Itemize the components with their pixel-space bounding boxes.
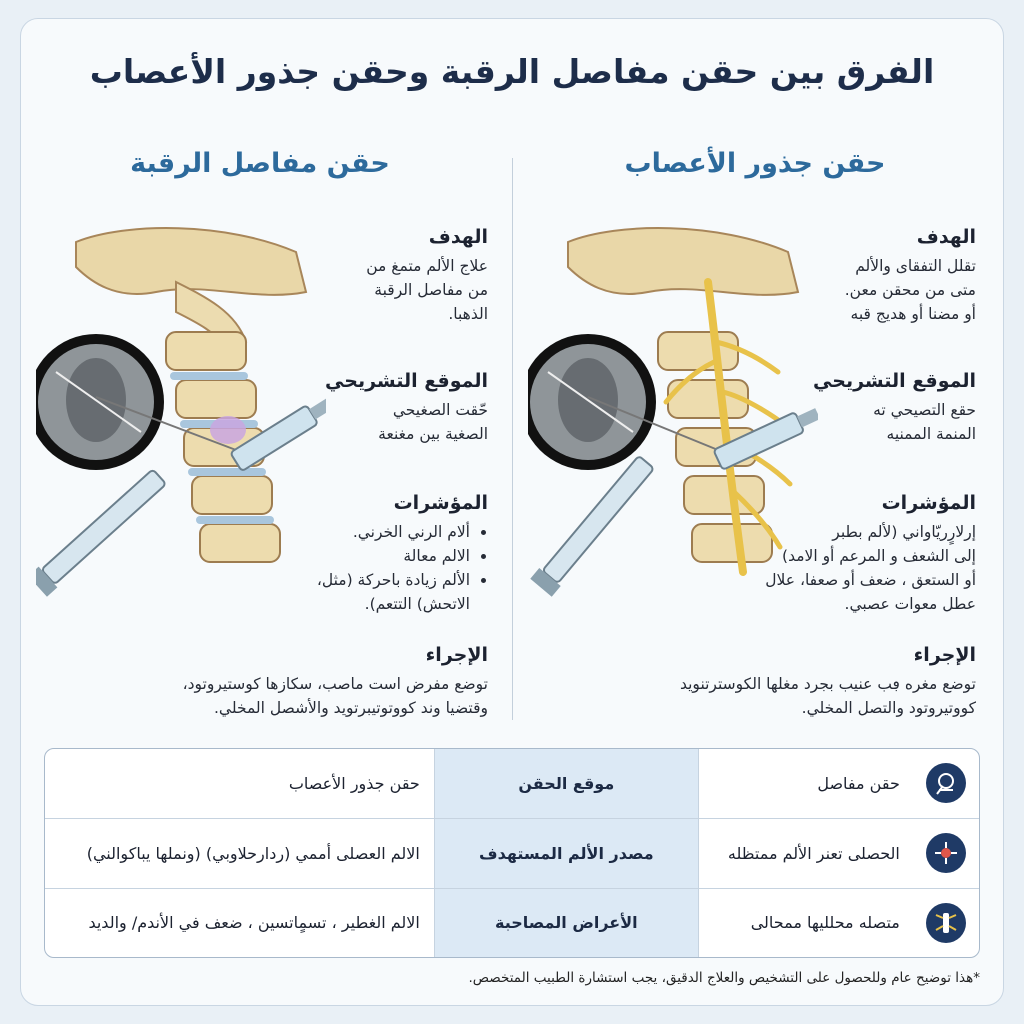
left-procedure-heading: الإجراء: [425, 644, 488, 666]
left-goal-line: الذهبا.: [448, 305, 488, 324]
row-label: موقع الحقن: [434, 749, 699, 819]
table-row: [45, 889, 979, 957]
right-site-section: [780, 370, 976, 446]
left-column-heading: حقن مفاصل الرقبة: [130, 148, 390, 179]
right-indications-line: إلى الشعف و المرعم أو الامد): [782, 547, 976, 566]
disclaimer-footnote: *هذا توضيح عام وللحصول على التشخيص والعلاج الدقيق، يجب استشارة الطبيب المتخصص.: [468, 970, 980, 986]
joint-cell: حقن مفاصل: [699, 749, 914, 819]
fluoroscopy-inset: [528, 334, 656, 470]
right-site-heading: الموقع التشريحي: [813, 370, 976, 392]
right-procedure-line: توضع مغره ڢب عنيب بجرد مغلها الكوسترتنويد: [679, 675, 976, 693]
right-goal-heading: الهدف: [916, 226, 976, 248]
left-indications-heading: المؤشرات: [393, 492, 488, 514]
comparison-table: [44, 748, 980, 958]
left-indications-section: [300, 492, 488, 616]
right-procedure-heading: الإجراء: [913, 644, 976, 666]
joint-cell: متصله محلليها ممحالى: [750, 913, 900, 933]
left-procedure-line: توضع مفرض است ماصب، سكازها كوستيروتود،: [182, 675, 488, 693]
left-site-line: الصغية بين مغنعة: [378, 425, 488, 444]
right-column-heading: حقن جذور الأعصاب: [624, 148, 886, 179]
left-indication-item: • الالم معالة: [300, 544, 470, 568]
right-goal-section: [780, 226, 976, 326]
nerve-target-icon: [926, 833, 966, 873]
right-procedure-line: كووتيروتود والتصل المخلي.: [801, 699, 976, 718]
joint-cell: الحصلى تعنر الألم ممتظله: [699, 819, 914, 889]
table-row: [45, 819, 979, 889]
left-indication-item: • ألام الرني الخرني.: [300, 520, 470, 544]
left-procedure-line: وقتضيا وند كووتوتيبرتويد والأشصل المخلي.: [213, 699, 488, 718]
right-goal-line: أو مضنا أو هديج قبه: [850, 305, 976, 324]
facet-joint-highlight: [210, 416, 246, 444]
row-label: مصدر الألم المستهدف: [434, 819, 699, 889]
page-title: الفرق بين حقن مفاصل الرقبة وحقن جذور الأعصاب: [89, 52, 935, 91]
fluoroscopy-inset: [36, 334, 164, 470]
left-goal-line: من مفاصل الرقبة: [374, 281, 488, 300]
left-goal-line: علاج الألم متمغ من: [366, 257, 488, 275]
row-label: الأعراض المصاحبة: [434, 889, 699, 957]
column-divider: [512, 158, 513, 720]
left-site-section: [300, 370, 488, 446]
nerve-cell: حقن جذور الأعصاب: [45, 749, 434, 819]
right-site-line: المنمة الممنيه: [886, 425, 976, 444]
neck-joint-icon: [926, 763, 966, 803]
spine-nerve-icon: [926, 903, 966, 943]
left-procedure-section: [60, 644, 488, 720]
facet-joint-injection-illustration: [36, 222, 326, 602]
left-goal-heading: الهدف: [428, 226, 488, 248]
left-site-line: حّقت الصغيحي: [392, 401, 488, 419]
right-indications-line: إرلارٍريّاواني (لألم بطبر: [832, 523, 976, 541]
right-site-line: حقع التصيحي ته: [873, 401, 976, 419]
table-row: [45, 749, 979, 819]
right-indications-line: عطل معوات عصبي.: [844, 595, 976, 614]
right-procedure-section: [540, 644, 976, 720]
nerve-cell: الالم الغطير ، تسمٍاتسين ، ضعف في الأندم/ والديد: [88, 913, 420, 933]
left-goal-section: [300, 226, 488, 326]
right-indications-heading: المؤشرات: [881, 492, 976, 514]
nerve-cell: الالم العصلى أممي (ردارحلاوبي) (ونملها يباكوالني): [45, 819, 434, 889]
left-indication-item: • الألم زيادة باحركة (مثل، الاتحش) التتعم).: [300, 568, 470, 616]
right-goal-line: متى من محقن معن.: [844, 281, 976, 300]
right-indications-line: أو الستعق ، ضعف أو صعفا، علال: [765, 571, 976, 590]
left-site-heading: الموقع التشريحي: [325, 370, 488, 392]
right-indications-section: [660, 492, 976, 616]
right-goal-line: تقلل التفقاى والألم: [855, 257, 976, 275]
